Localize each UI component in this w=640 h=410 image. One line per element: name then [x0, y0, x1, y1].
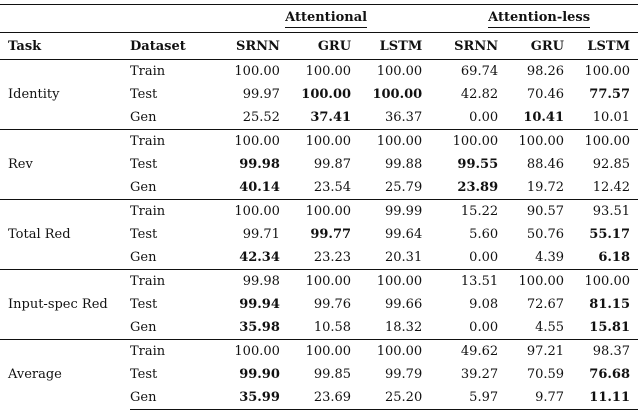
attentional-srnn-value: 99.98	[239, 157, 280, 172]
attentional-gru-value: 37.41	[310, 110, 352, 125]
attention-less-gru-value: 88.46	[526, 157, 565, 172]
attentional-gru-value: 99.87	[313, 157, 352, 172]
task-cell: Total Red	[0, 200, 130, 270]
table-row	[0, 200, 638, 224]
attentional-gru-value: 100.00	[288, 130, 359, 154]
attention-less-lstm-value: 11.11	[572, 386, 638, 410]
attentional-srnn-value: 100.00	[234, 64, 280, 79]
group-gap	[430, 153, 440, 176]
attention-less-gru-value: 10.41	[523, 110, 565, 125]
attentional-srnn-value: 99.90	[239, 367, 280, 382]
attention-less-lstm-value: 12.42	[592, 180, 630, 195]
dataset-cell: Train	[130, 270, 222, 294]
attentional-gru-value: 100.00	[288, 200, 359, 224]
attention-less-srnn-value: 69.74	[460, 64, 499, 79]
attention-less-srnn-value: 0.00	[469, 250, 499, 265]
column-header-row	[0, 33, 638, 60]
attentional-gru-value: 99.85	[313, 367, 352, 382]
attentional-gru-value: 10.58	[313, 320, 352, 335]
attention-less-srnn-value: 0.00	[469, 110, 499, 125]
attentional-srnn-value: 40.14	[239, 180, 280, 195]
attentional-gru-value: 100.00	[288, 270, 359, 294]
attention-less-srnn-value: 13.51	[440, 270, 506, 294]
attention-less-srnn-value: 0.00	[469, 320, 499, 335]
group-gap	[430, 33, 440, 60]
attention-less-gru-value: 4.39	[535, 250, 565, 265]
attention-less-lstm-value: 76.68	[589, 367, 630, 382]
group-header-row	[0, 5, 638, 33]
attention-less-srnn-value: 100.00	[440, 130, 506, 154]
group-gap	[430, 200, 440, 224]
dataset-cell: Test	[130, 367, 158, 382]
group-gap	[430, 270, 440, 294]
attentional-srnn-value: 25.52	[242, 110, 280, 125]
group-gap	[430, 386, 440, 410]
attention-less-lstm-value: 100.00	[572, 130, 638, 154]
group-gap	[430, 130, 440, 154]
dataset-cell: Test	[130, 157, 158, 172]
lstm-column-header: LSTM	[359, 33, 430, 60]
dataset-cell: Train	[130, 64, 166, 79]
group-gap	[430, 83, 440, 106]
attention-less-gru-value: 70.46	[526, 87, 565, 102]
group-gap	[430, 246, 440, 270]
attentional-group-label: Attentional	[285, 10, 367, 28]
attentional-lstm-value: 100.00	[359, 270, 430, 294]
attentional-group-header	[222, 5, 430, 33]
attentional-gru-value: 23.54	[313, 180, 352, 195]
attention-less-gru-value: 19.72	[526, 180, 565, 195]
group-gap	[430, 293, 440, 316]
attentional-lstm-value: 25.20	[359, 386, 430, 410]
table-row	[0, 60, 638, 84]
task-cell: Average	[0, 340, 130, 410]
attention-less-lstm-value: 100.00	[572, 270, 638, 294]
attention-less-gru-value: 72.67	[526, 297, 565, 312]
attention-less-gru-value: 100.00	[506, 130, 572, 154]
attentional-lstm-value: 100.00	[359, 340, 430, 364]
attention-less-gru-value: 97.21	[506, 340, 572, 364]
attention-less-srnn-value: 99.55	[457, 157, 499, 172]
attentional-gru-value: 100.00	[301, 87, 352, 102]
srnn-column-header: SRNN	[222, 33, 288, 60]
gru-column-header: GRU	[506, 33, 572, 60]
attentional-lstm-value: 99.64	[385, 227, 423, 242]
attention-less-srnn-value: 49.62	[440, 340, 506, 364]
attention-less-lstm-value: 6.18	[598, 250, 630, 265]
group-gap	[430, 363, 440, 386]
task-cell: Identity	[8, 87, 60, 102]
gru-column-header: GRU	[288, 33, 359, 60]
dataset-cell: Train	[130, 340, 222, 364]
group-gap	[430, 106, 440, 130]
attentional-gru-value: 23.23	[313, 250, 352, 265]
attentional-gru-value: 100.00	[305, 64, 352, 79]
group-gap	[430, 60, 440, 84]
dataset-cell: Gen	[130, 386, 222, 410]
attention-less-lstm-value: 100.00	[584, 64, 630, 79]
blank-header-cell	[0, 5, 130, 33]
task-column-header: Task	[0, 33, 130, 60]
dataset-cell: Test	[130, 227, 158, 242]
attention-less-gru-value: 90.57	[506, 200, 572, 224]
attention-less-srnn-value: 42.82	[460, 87, 499, 102]
dataset-cell: Train	[130, 200, 222, 224]
attention-less-srnn-value: 23.89	[457, 180, 499, 195]
attentional-lstm-value: 18.32	[385, 320, 423, 335]
group-gap	[430, 176, 440, 200]
attention-less-srnn-value: 5.97	[440, 386, 506, 410]
attention-less-group-label: Attention-less	[488, 10, 590, 28]
attentional-lstm-value: 25.79	[385, 180, 423, 195]
dataset-cell: Gen	[130, 320, 157, 335]
group-gap	[430, 340, 440, 364]
blank-header-cell	[130, 5, 222, 33]
task-cell: Input-spec Red	[0, 270, 130, 340]
srnn-column-header: SRNN	[440, 33, 506, 60]
attention-less-srnn-value: 39.27	[460, 367, 499, 382]
attentional-lstm-value: 99.79	[385, 367, 423, 382]
table-body	[0, 60, 638, 410]
attentional-lstm-value: 100.00	[376, 64, 423, 79]
attentional-gru-value: 100.00	[288, 340, 359, 364]
attentional-srnn-value: 99.97	[242, 87, 280, 102]
attentional-srnn-value: 100.00	[222, 200, 288, 224]
group-gap	[430, 316, 440, 340]
attentional-srnn-value: 100.00	[222, 340, 288, 364]
attention-less-lstm-value: 93.51	[572, 200, 638, 224]
attention-less-gru-value: 50.76	[526, 227, 565, 242]
dataset-cell: Train	[130, 130, 222, 154]
attention-less-gru-value: 9.77	[506, 386, 572, 410]
attention-less-srnn-value: 9.08	[469, 297, 499, 312]
attention-less-gru-value: 4.55	[535, 320, 565, 335]
group-gap	[430, 223, 440, 246]
group-gap	[430, 5, 440, 33]
dataset-column-header: Dataset	[130, 33, 222, 60]
attentional-gru-value: 99.77	[310, 227, 352, 242]
attentional-srnn-value: 99.98	[222, 270, 288, 294]
attention-less-lstm-value: 55.17	[589, 227, 630, 242]
table-row	[0, 270, 638, 294]
attentional-srnn-value: 100.00	[222, 130, 288, 154]
attention-less-lstm-value: 92.85	[592, 157, 630, 172]
attentional-lstm-value: 99.88	[385, 157, 423, 172]
attention-less-gru-value: 70.59	[526, 367, 565, 382]
table-row	[0, 130, 638, 154]
attention-less-srnn-value: 15.22	[440, 200, 506, 224]
dataset-cell: Test	[130, 297, 158, 312]
attentional-srnn-value: 99.71	[242, 227, 280, 242]
attentional-lstm-value: 99.66	[385, 297, 423, 312]
attention-less-lstm-value: 77.57	[589, 87, 630, 102]
dataset-cell: Gen	[130, 250, 157, 265]
dataset-cell: Test	[130, 87, 158, 102]
attention-less-lstm-value: 15.81	[589, 320, 630, 335]
attention-less-gru-value: 100.00	[506, 270, 572, 294]
task-cell: Rev	[0, 130, 130, 200]
attentional-lstm-value: 99.99	[359, 200, 430, 224]
attention-less-srnn-value: 5.60	[469, 227, 499, 242]
attentional-srnn-value: 35.99	[222, 386, 288, 410]
attentional-lstm-value: 100.00	[372, 87, 423, 102]
attentional-lstm-value: 20.31	[385, 250, 423, 265]
results-table	[0, 4, 638, 410]
attentional-lstm-value: 36.37	[385, 110, 423, 125]
dataset-cell: Gen	[130, 110, 157, 125]
attention-less-gru-value: 98.26	[526, 64, 565, 79]
lstm-column-header: LSTM	[572, 33, 638, 60]
attention-less-lstm-value: 81.15	[589, 297, 630, 312]
attentional-lstm-value: 100.00	[359, 130, 430, 154]
attention-less-group-header	[440, 5, 638, 33]
table-row	[0, 340, 638, 364]
attentional-srnn-value: 99.94	[239, 297, 280, 312]
attentional-gru-value: 23.69	[288, 386, 359, 410]
dataset-cell: Gen	[130, 180, 157, 195]
attentional-srnn-value: 35.98	[239, 320, 280, 335]
attentional-srnn-value: 42.34	[239, 250, 280, 265]
attentional-gru-value: 99.76	[313, 297, 352, 312]
attention-less-lstm-value: 98.37	[572, 340, 638, 364]
attention-less-lstm-value: 10.01	[592, 110, 630, 125]
